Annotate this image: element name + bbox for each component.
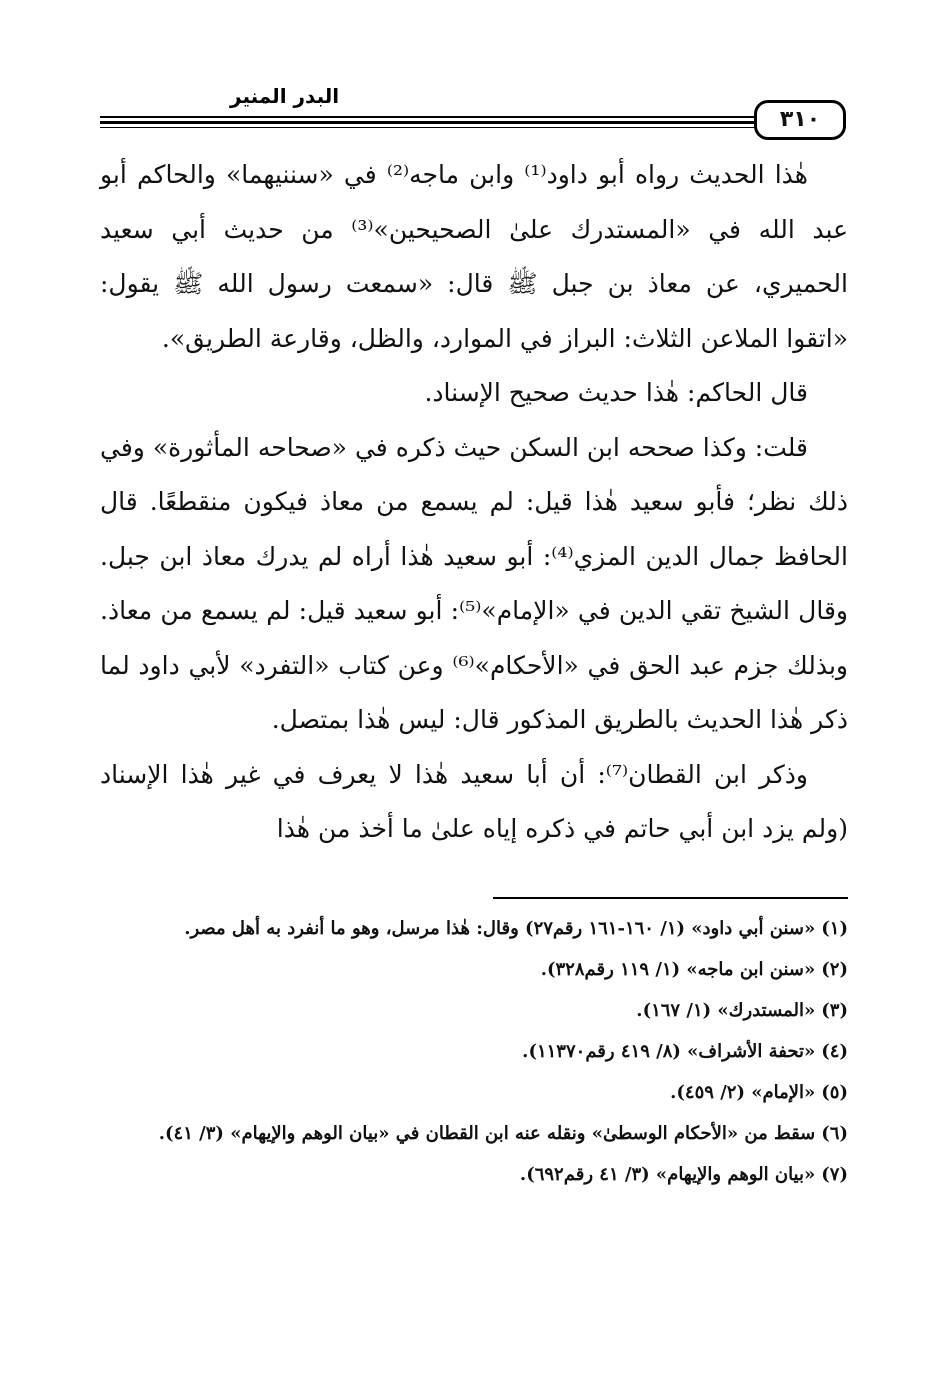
footnote <box>100 949 848 990</box>
footnote-number: (٧) <box>821 1164 848 1185</box>
footnote <box>100 1113 848 1154</box>
footnote-text: «تحفة الأشراف» (٨/ ٤١٩ رقم١١٣٧٠). <box>522 1041 816 1062</box>
footnote-text: «سنن ابن ماجه» (١/ ١١٩ رقم٣٢٨). <box>540 959 816 980</box>
footnotes <box>100 908 848 1195</box>
header-rule-middle <box>100 121 846 124</box>
footnote <box>100 908 848 949</box>
footnote-number: (٤) <box>821 1041 848 1062</box>
page-number: ٣١٠ <box>754 100 846 140</box>
footnote-separator <box>493 897 848 899</box>
paragraph: قلت: وكذا صححه ابن السكن حيث ذكره في «صحاحه المأثورة» وفي ذلك نظر؛ فأبو سعيد هٰذا قيل: لم يسمع من معاذ فيكون منقطعًا. قال الحافظ جمال الدين المزي⁽⁴⁾: أبو سعيد هٰذا أراه لم يدرك معاذ ابن جبل. وقال الشيخ تقي الدين في «الإمام»⁽⁵⁾: أبو سعيد قيل: لم يسمع من معاذ. وبذلك جزم عبد الحق في «الأحكام»⁽⁶⁾ وعن كتاب «التفرد» لأبي داود لما ذكر هٰذا الحديث بالطريق المذكور قال: ليس هٰذا بمتصل. <box>100 432 848 734</box>
footnote <box>100 1031 848 1072</box>
paragraph: وذكر ابن القطان⁽⁷⁾: أن أبا سعيد هٰذا لا يعرف في غير هٰذا الإسناد (ولم يزد ابن أبي حاتم في ذكره إياه علىٰ ما أخذ من هٰذا <box>100 759 848 843</box>
footnote-number: (٦) <box>821 1123 848 1144</box>
running-title: البدر المنير <box>230 84 340 108</box>
header-rule-top <box>100 116 846 118</box>
footnote <box>100 990 848 1031</box>
footnote <box>100 1072 848 1113</box>
footnote-text: سقط من «الأحكام الوسطىٰ» ونقله عنه ابن القطان في «بيان الوهم والإيهام» (٣/ ٤١). <box>158 1123 816 1144</box>
footnote-number: (١) <box>821 918 848 939</box>
header-rule-bottom <box>100 127 846 128</box>
footnote-text: «المستدرك» (١/ ١٦٧). <box>636 1000 816 1021</box>
main-text <box>100 148 848 857</box>
footnote-number: (٢) <box>821 959 848 980</box>
footnote-text: «الإمام» (٢/ ٤٥٩). <box>670 1082 816 1103</box>
footnote <box>100 1154 848 1195</box>
paragraph: هٰذا الحديث رواه أبو داود⁽¹⁾ وابن ماجه⁽²⁾ في «سننيهما» والحاكم أبو عبد الله في «المستدرك علىٰ الصحيحين»⁽³⁾ من حديث أبي سعيد الحميري، عن معاذ بن جبل ﷺ قال: «سمعت رسول الله ﷺ يقول: «اتقوا الملاعن الثلاث: البراز في الموارد، والظل، وقارعة الطريق». <box>100 160 848 353</box>
footnote-number: (٥) <box>821 1082 848 1103</box>
footnote-text: «سنن أبي داود» (١/ ١٦٠-١٦١ رقم٢٧) وقال: هٰذا مرسل، وهو ما أنفرد به أهل مصر. <box>184 918 816 939</box>
paragraph: قال الحاكم: هٰذا حديث صحيح الإسناد. <box>424 378 808 407</box>
page-header <box>100 84 846 134</box>
footnote-number: (٣) <box>821 1000 848 1021</box>
footnote-text: «بيان الوهم والإيهام» (٣/ ٤١ رقم٦٩٢). <box>519 1164 816 1185</box>
